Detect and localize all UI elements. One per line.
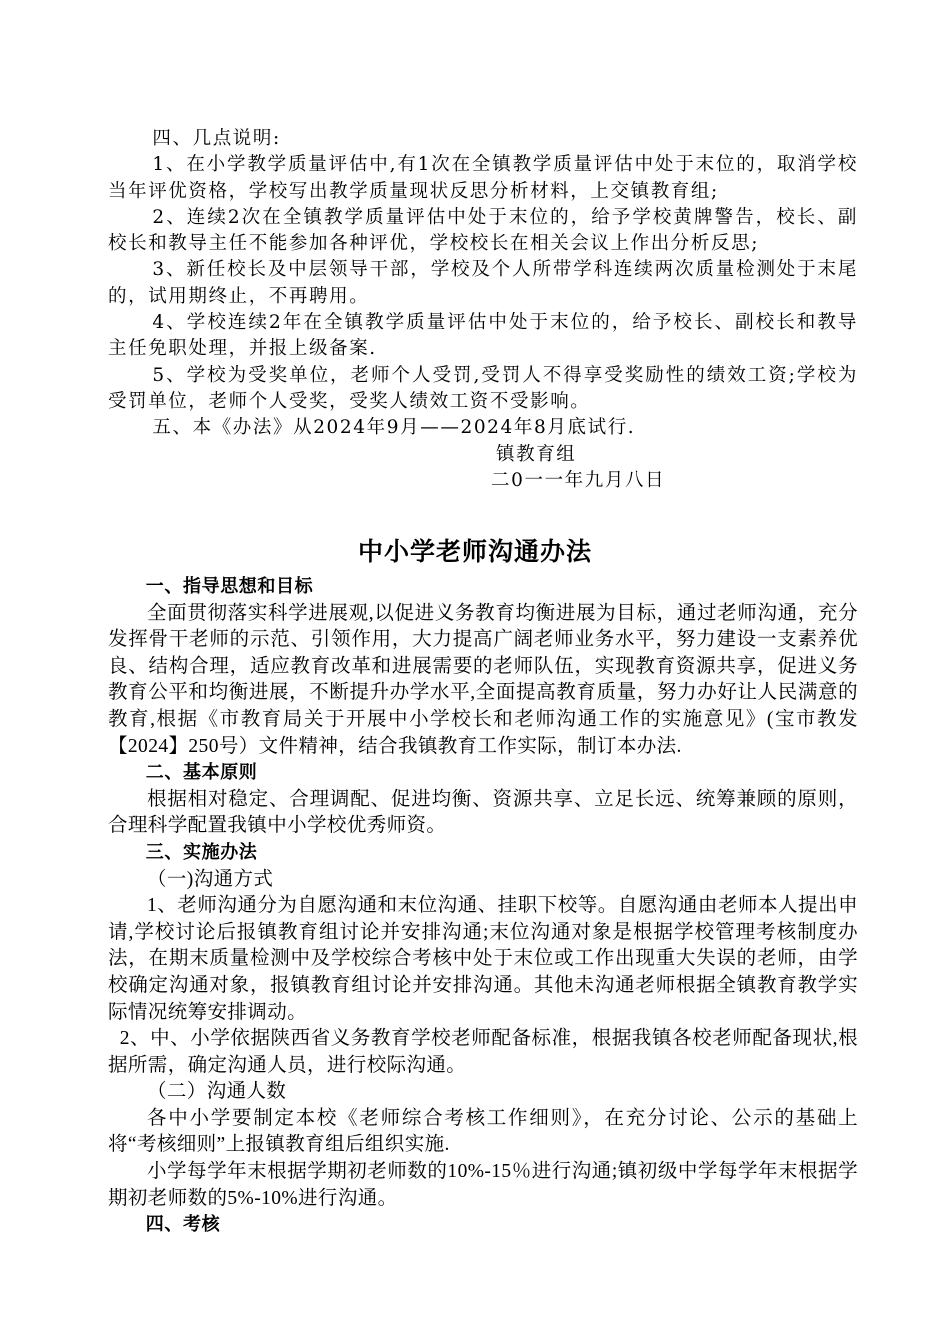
section-body — [108, 574, 858, 1239]
note-item-3: 3、新任校长及中层领导干部，学校及个人所带学科连续两次质量检测处于末尾的，试用期终止，不再聘用。 — [108, 259, 858, 307]
heading-2: 二、基本原则 — [145, 762, 258, 784]
section-notes — [108, 126, 858, 494]
note-item-1: 1、在小学教学质量评估中,有1次在全镇教学质量评估中处于末位的，取消学校当年评优资格，学校写出教学质量现状反思分析材料，上交镇教育组; — [108, 154, 858, 202]
subheading-2: （二）沟通人数 — [147, 1081, 287, 1103]
paragraph-1: 全面贯彻落实科学进展观,以促进义务教育均衡进展为目标，通过老师沟通，充分发挥骨干老师的示范、引领作用，大力提高广阔老师业务水平，努力建设一支素养优良、结构合理，适应教育改革和进展需要的老师队伍，实现教育资源共享，促进义务教育公平和均衡进展，不断提升办学水平,全面提高教育质量，努力办好让人民满意的教育,根据《市教育局关于开展中小学校长和老师沟通工作的实施意见》(宝市教发【2024】250号）文件精神，结合我镇教育工作实际，制订本办法. — [108, 602, 858, 757]
paragraph-5: 各中小学要制定本校《老师综合考核工作细则》，在充分讨论、公示的基础上将“考核细则”上报镇教育组后组织实施. — [108, 1107, 858, 1156]
section5-text: 五、本《办法》从2024年9月——2024年8月底试行. — [152, 417, 636, 439]
signature-org: 镇教育组 — [496, 443, 577, 465]
heading-1: 一、指导思想和目标 — [145, 576, 314, 597]
heading-4: 四、考核 — [145, 1214, 221, 1236]
signature-date: 二0一一年九月八日 — [491, 469, 666, 491]
paragraph-4: 2、中、小学依据陕西省义务教育学校老师配备标准，根据我镇各校老师配备现状,根据所需，确定沟通人员，进行校际沟通。 — [108, 1028, 858, 1076]
subheading-1: （一)沟通方式 — [147, 868, 274, 890]
document-title: 中小学老师沟通办法 — [357, 537, 592, 566]
paragraph-2: 根据相对稳定、合理调配、促进均衡、资源共享、立足长远、统筹兼顾的原则，合理科学配置我镇中小学校优秀师资。 — [108, 788, 858, 837]
note-item-4: 4、学校连续2年在全镇教学质量评估中处于末位的，给予校长、副校长和教导主任免职处理，并报上级备案. — [108, 312, 858, 360]
paragraph-3: 1、老师沟通分为自愿沟通和末位沟通、挂职下校等。自愿沟通由老师本人提出申请,学校讨论后报镇教育组讨论并安排沟通;末位沟通对象是根据学校管理考核制度办法，在期末质量检测中及学校综合考核中处于末位或工作出现重大失误的老师，由学校确定沟通对象，报镇教育组讨论并安排沟通。其他未沟通老师根据全镇教育教学实际情况统筹安排调动。 — [108, 895, 858, 1023]
paragraph-6: 小学每学年末根据学期初老师数的10%-15％进行沟通;镇初级中学每学年末根据学期初老师数的5%-10%进行沟通。 — [108, 1161, 858, 1209]
heading-3: 三、实施办法 — [145, 841, 258, 863]
section4-heading: 四、几点说明: — [152, 128, 281, 149]
note-item-5: 5、学校为受奖单位，老师个人受罚,受罚人不得享受奖励性的绩效工资;学校为受罚单位，老师个人受奖，受奖人绩效工资不受影响。 — [108, 364, 858, 412]
note-item-2: 2、连续2次在全镇教学质量评估中处于末位的，给予学校黄牌警告，校长、副校长和教导主任不能参加各种评优，学校校长在相关会议上作出分析反思; — [108, 206, 858, 255]
